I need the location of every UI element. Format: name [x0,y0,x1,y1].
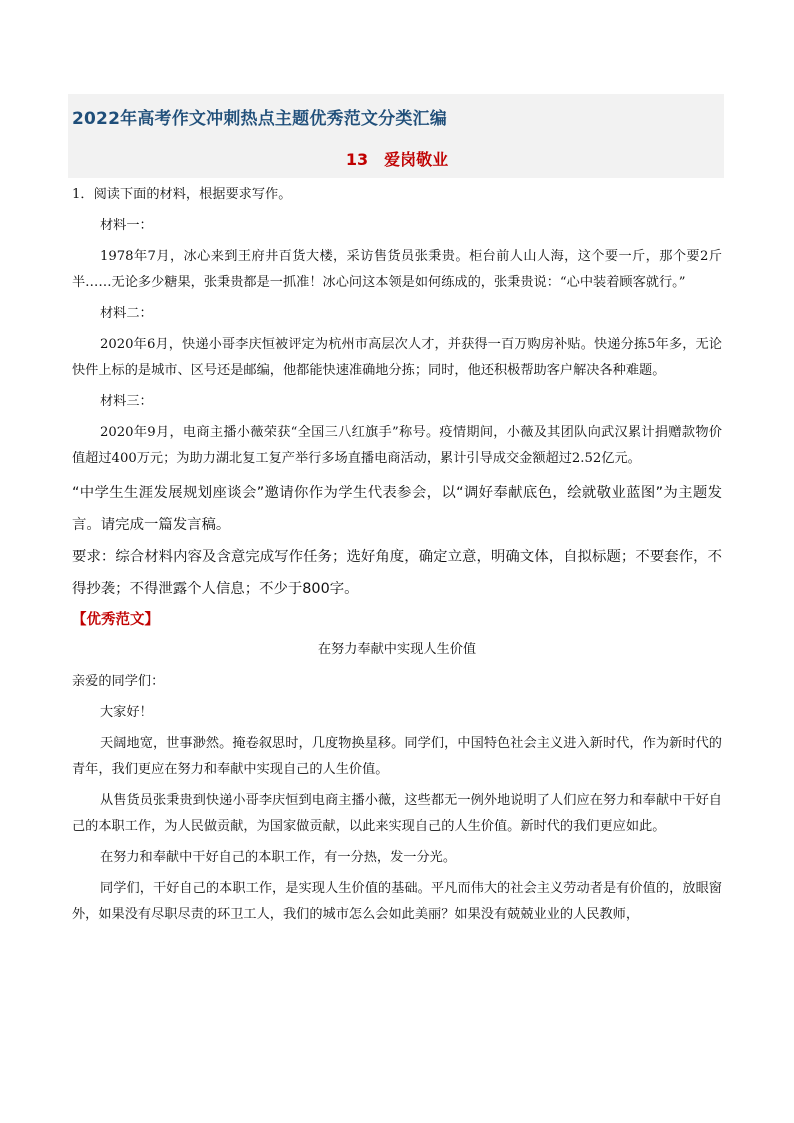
material-1-label: 材料一： [100,218,153,233]
essay-greeting: 大家好！ [100,705,153,720]
material-1-text: 1978年7月，冰心来到王府井百货大楼，采访售货员张秉贵。柜台前人山人海，这个要一斤，那个要2斤半……无论多少糖果，张秉贵都是一抓准！冰心问这本领是如何练成的，张秉贵说：“心中装着顾客就行。” [72,249,722,290]
material-3-label: 材料三： [100,394,153,409]
model-essay-badge: 【优秀范文】 [72,612,159,628]
document-title: 2022年高考作文冲刺热点主题优秀范文分类汇编 [72,109,447,129]
material-2-text: 2020年6月，快递小哥李庆恒被评定为杭州市高层次人才，并获得一百万购房补贴。快递分拣5年多，无论快件上标的是城市、区号还是邮编，他都能快速准确地分拣；同时，他还积极帮助客户解决各种难题。 [72,337,722,378]
essay-paragraph: 在努力和奉献中干好自己的本职工作，有一分热，发一分光。 [100,850,457,865]
essay-paragraph: 从售货员张秉贵到快递小哥李庆恒到电商主播小薇，这些都无一例外地说明了人们应在努力和奉献中干好自己的本职工作，为人民做贡献，为国家做贡献，以此来实现自己的人生价值。新时代的我们更应如此。 [72,793,722,834]
essay-title: 在努力奉献中实现人生价值 [317,642,477,657]
chapter-number: 13 [345,150,369,169]
essay-paragraph: 同学们，干好自己的本职工作，是实现人生价值的基础。平凡而伟大的社会主义劳动者是有价值的，放眼窗外，如果没有尽职尽责的环卫工人，我们的城市怎么会如此美丽？如果没有兢兢业业的人民教师， [72,881,722,922]
chapter-heading [0,147,794,170]
material-2-label: 材料二： [100,306,153,321]
essay-salutation: 亲爱的同学们： [72,674,165,689]
material-3-text: 2020年9月，电商主播小薇荣获“全国三八红旗手”称号。疫情期间，小薇及其团队向武汉累计捐赠款物价值超过400万元；为助力湖北复工复产举行多场直播电商活动，累计引导成交金额超过2.52亿元。 [72,425,722,466]
writing-task: “中学生生涯发展规划座谈会”邀请你作为学生代表参会，以“调好奉献底色，绘就敬业蓝图”为主题发言。请完成一篇发言稿。 [72,485,722,533]
chapter-name: 爱岗敬业 [384,150,449,169]
essay-paragraph: 天阔地宽，世事渺然。掩卷叙思时，几度物换星移。同学们，中国特色社会主义进入新时代，作为新时代的青年，我们更应在努力和奉献中实现自己的人生价值。 [72,736,722,777]
question-intro: 1．阅读下面的材料，根据要求写作。 [72,187,292,202]
document-body [72,182,722,933]
writing-requirements: 要求：综合材料内容及含意完成写作任务；选好角度，确定立意，明确文体，自拟标题；不要套作，不得抄袭；不得泄露个人信息；不少于800字。 [72,549,722,597]
